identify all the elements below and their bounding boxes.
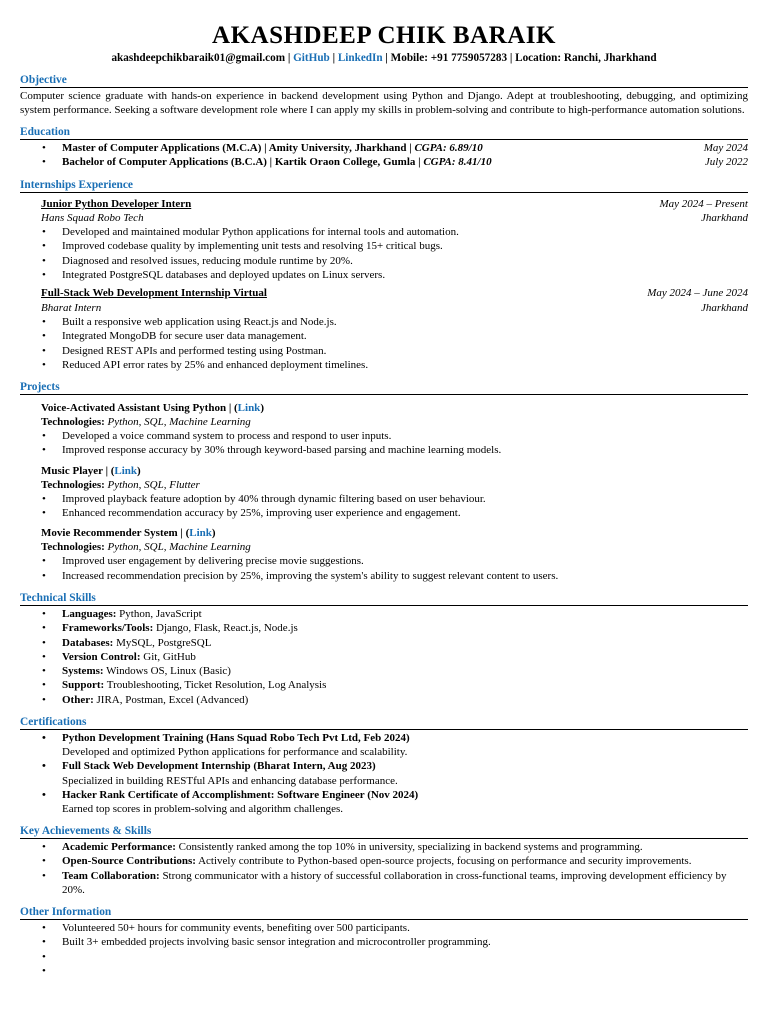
skill-value: Django, Flask, React.js, Node.js <box>156 622 298 635</box>
project-tech <box>20 540 748 554</box>
project-title: Movie Recommender System | (Link) <box>41 527 216 540</box>
achievements-section <box>20 824 748 897</box>
internship-bullets <box>20 225 748 282</box>
education-section <box>20 125 748 170</box>
skills-section <box>20 591 748 707</box>
project-title: Music Player | (Link) <box>41 464 141 477</box>
separator: | <box>507 52 516 64</box>
list-item-empty <box>20 950 748 964</box>
list-item: • Improved user engagement by delivering precise movie suggestions. <box>20 554 748 568</box>
project-title: Voice-Activated Assistant Using Python | (Link) <box>41 402 264 415</box>
separator: | <box>329 52 338 64</box>
skill-label: Languages: <box>62 607 117 620</box>
achievement-label: Academic Performance: <box>62 840 176 853</box>
skill-value: MySQL, PostgreSQL <box>116 636 212 649</box>
project-bullets <box>20 429 748 458</box>
tech-label: Technologies: <box>41 478 105 491</box>
linkedin-link[interactable]: LinkedIn <box>337 52 383 64</box>
list-item: • Designed REST APIs and performed testing using Postman. <box>20 344 748 358</box>
objective-text: Computer science graduate with hands-on experience in backend development using Python and Django. Adept at troubleshooting, debugging, and optimizing system performance. Seeking a software development role where I can apply my skills in problem-solving and contribute to high-performance automation solutions. <box>20 90 748 116</box>
skill-label: Other: <box>62 693 94 706</box>
projects-section <box>20 380 748 583</box>
internship-entry <box>20 197 748 283</box>
tech-value: Python, SQL, Machine Learning <box>107 541 251 554</box>
achievement-label: Open-Source Contributions: <box>62 855 196 868</box>
separator: | <box>382 52 391 64</box>
tech-label: Technologies: <box>41 416 105 429</box>
project-name: Music Player <box>41 464 103 477</box>
achievement-label: Team Collaboration: <box>62 869 160 882</box>
list-item: • Improved codebase quality by implementing unit tests and resolving 15+ critical bugs. <box>20 239 748 253</box>
project-link[interactable]: Link <box>114 464 138 477</box>
education-date: May 2024 <box>703 142 748 154</box>
skill-value: Python, JavaScript <box>119 607 202 620</box>
achievement-value: Strong communicator with a history of successful collaboration in cross-functional teams, improving development efficiency by 20%. <box>62 869 727 896</box>
email-link[interactable]: akashdeepchikbaraik01@gmail.com <box>111 52 286 64</box>
achievements-list <box>20 840 748 897</box>
skill-value: JIRA, Postman, Excel (Advanced) <box>96 693 249 706</box>
list-item <box>20 854 748 868</box>
list-item: • Increased recommendation precision by 25%, improving the system's ability to suggest relevant content to users. <box>20 569 748 583</box>
section-title-other: Other Information <box>20 905 748 920</box>
internship-company: Hans Squad Robo Tech <box>41 211 144 224</box>
list-item: • Improved playback feature adoption by 40% through dynamic filtering based on user behaviour. <box>20 492 748 506</box>
list-item: • Reduced API error rates by 25% and enhanced deployment timelines. <box>20 358 748 372</box>
section-title-education: Education <box>20 125 748 140</box>
skill-label: Frameworks/Tools: <box>62 622 154 635</box>
project-link[interactable]: Link <box>237 402 261 415</box>
degree-name: Master of Computer Applications (M.C.A) | Amity University, Jharkhand | <box>62 142 415 154</box>
tech-label: Technologies: <box>41 541 105 554</box>
skill-value: Git, GitHub <box>143 650 196 663</box>
list-item <box>20 650 748 664</box>
location: Location: Ranchi, Jharkhand <box>515 52 657 64</box>
list-item <box>20 840 748 854</box>
project-bullets <box>20 554 748 583</box>
internship-bullets <box>20 315 748 372</box>
list-item: • Integrated MongoDB for secure user data management. <box>20 329 748 343</box>
list-item <box>20 693 748 707</box>
github-link[interactable]: GitHub <box>293 52 330 64</box>
list-item <box>20 678 748 692</box>
list-item <box>20 607 748 621</box>
education-list <box>20 141 748 170</box>
list-item: • Developed a voice command system to process and respond to user inputs. <box>20 429 748 443</box>
project-name: Voice-Activated Assistant Using Python <box>41 402 227 415</box>
section-title-skills: Technical Skills <box>20 591 748 606</box>
cgpa: CGPA: 8.41/10 <box>423 156 492 169</box>
contact-line <box>20 51 748 65</box>
project-entry <box>20 526 748 583</box>
other-section <box>20 905 748 978</box>
section-title-achievements: Key Achievements & Skills <box>20 824 748 839</box>
list-item <box>20 664 748 678</box>
certification-name: • Full Stack Web Development Internship (Bharat Intern, Aug 2023) <box>20 759 748 773</box>
internships-section <box>20 178 748 373</box>
list-item: • Diagnosed and resolved issues, reducing module runtime by 20%. <box>20 254 748 268</box>
skill-label: Systems: <box>62 665 104 678</box>
tech-value: Python, SQL, Flutter <box>107 478 200 491</box>
project-tech <box>20 478 748 492</box>
other-list <box>20 921 748 978</box>
certification-name: • Hacker Rank Certificate of Accomplishment: Software Engineer (Nov 2024) <box>20 788 748 802</box>
certifications-list <box>20 731 748 816</box>
list-item-empty <box>20 964 748 978</box>
internship-date: May 2024 – Present <box>659 197 748 210</box>
certification-name: • Python Development Training (Hans Squad Robo Tech Pvt Ltd, Feb 2024) <box>20 731 748 745</box>
skill-value: Troubleshooting, Ticket Resolution, Log Analysis <box>106 679 327 692</box>
achievement-value: Consistently ranked among the top 10% in university, specializing in backend systems and programming. <box>178 840 643 853</box>
project-entry <box>20 464 748 521</box>
internship-location: Jharkhand <box>700 211 748 224</box>
list-item: • Built a responsive web application using React.js and Node.js. <box>20 315 748 329</box>
internship-entry <box>20 286 748 372</box>
certification-desc: Earned top scores in problem-solving and algorithm challenges. <box>62 802 344 815</box>
internship-location: Jharkhand <box>700 301 748 314</box>
project-bullets <box>20 492 748 521</box>
certification-desc: Developed and optimized Python applications for performance and scalability. <box>62 746 408 759</box>
education-date: July 2022 <box>704 156 748 169</box>
section-title-certifications: Certifications <box>20 715 748 730</box>
internship-company: Bharat Intern <box>41 301 102 314</box>
internship-date: May 2024 – June 2024 <box>647 287 748 300</box>
list-item <box>20 636 748 650</box>
skill-value: Windows OS, Linux (Basic) <box>106 665 231 678</box>
candidate-name: AKASHDEEP CHIK BARAIK <box>212 22 556 49</box>
skills-list <box>20 607 748 707</box>
skill-label: Databases: <box>62 636 114 649</box>
project-tech <box>20 415 748 429</box>
list-item: • Enhanced recommendation accuracy by 25%, improving user experience and engagement. <box>20 506 748 520</box>
internship-role: Junior Python Developer Intern <box>41 197 192 210</box>
degree-name: Bachelor of Computer Applications (B.C.A) | Kartik Oraon College, Gumla | <box>62 156 424 169</box>
cgpa: CGPA: 6.89/10 <box>414 142 483 154</box>
education-item <box>20 155 748 169</box>
achievement-value: Actively contribute to Python-based open-source projects, focusing on performance and security improvements. <box>198 855 692 868</box>
list-item <box>20 869 748 898</box>
internship-role: Full-Stack Web Development Internship Virtual <box>41 287 267 300</box>
section-title-projects: Projects <box>20 380 748 395</box>
skill-label: Support: <box>62 679 105 692</box>
education-item <box>20 141 748 155</box>
list-item: • Volunteered 50+ hours for community events, benefiting over 500 participants. <box>20 921 748 935</box>
project-entry <box>20 401 748 458</box>
skill-label: Version Control: <box>62 650 141 663</box>
list-item: • Integrated PostgreSQL databases and deployed updates on Linux servers. <box>20 268 748 282</box>
list-item: • Improved response accuracy by 30% through keyword-based parsing and machine learning models. <box>20 443 748 457</box>
mobile-number: Mobile: +91 7759057283 <box>390 52 508 64</box>
list-item: • Built 3+ embedded projects involving basic sensor integration and microcontroller programming. <box>20 935 748 949</box>
certifications-section <box>20 715 748 816</box>
separator: | <box>285 52 294 64</box>
section-title-objective: Objective <box>20 73 748 88</box>
section-title-internships: Internships Experience <box>20 178 748 193</box>
objective-section <box>20 73 748 117</box>
certification-desc: Specialized in building RESTful APIs and enhancing database performance. <box>62 774 398 787</box>
project-name: Movie Recommender System <box>41 527 178 540</box>
project-link[interactable]: Link <box>189 527 212 540</box>
list-item <box>20 621 748 635</box>
list-item: • Developed and maintained modular Python applications for internal tools and automation. <box>20 225 748 239</box>
tech-value: Python, SQL, Machine Learning <box>107 416 251 429</box>
